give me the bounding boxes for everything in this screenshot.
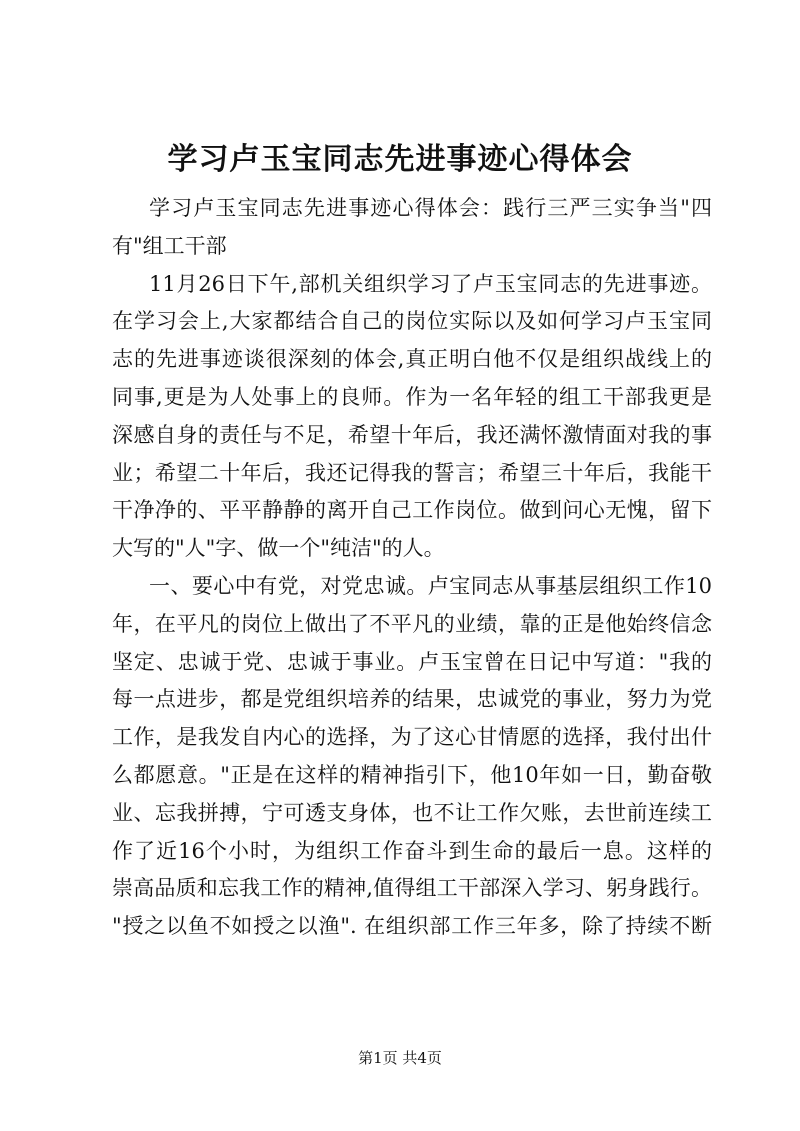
- text-line: 干净净的、平平静静的离开自己工作岗位。做到问心无愧，留下: [112, 498, 712, 523]
- text-line: 业；希望二十年后，我还记得我的誓言；希望三十年后，我能干: [112, 460, 712, 485]
- text-line: 志的先进事迹谈很深刻的体会,真正明白他不仅是组织战线上的: [112, 347, 712, 372]
- text-line: 每一点进步，都是党组织培养的结果，忠诚党的事业，努力为党: [112, 687, 712, 712]
- text-line: 么都愿意。"正是在这样的精神指引下，他10年如一日，勤奋敬: [112, 762, 712, 787]
- document-body: [112, 190, 712, 946]
- text-line: 学习卢玉宝同志先进事迹心得体会：践行三严三实争当"四: [149, 196, 712, 220]
- document-title: 学习卢玉宝同志先进事迹心得体会: [167, 142, 633, 177]
- text-line: 崇高品质和忘我工作的精神,值得组工干部深入学习、躬身践行。: [112, 876, 712, 901]
- text-line: 坚定、忠诚于党、忠诚于事业。卢玉宝曾在日记中写道："我的: [112, 649, 712, 674]
- page-footer: 第1页 共4页: [358, 1049, 442, 1067]
- text-line: 业、忘我拼搏，宁可透支身体，也不让工作欠账，去世前连续工: [112, 800, 712, 825]
- text-line: 大写的"人"字、做一个"纯洁"的人。: [112, 536, 445, 561]
- text-line: "授之以鱼不如授之以渔". 在组织部工作三年多，除了持续不断: [112, 914, 712, 939]
- paragraph-intro: [112, 266, 712, 568]
- text-line: 11月26日下午,部机关组织学习了卢玉宝同志的先进事迹。: [149, 271, 712, 296]
- text-line: 工作，是我发自内心的选择，为了这心甘情愿的选择，我付出什: [112, 725, 712, 750]
- paragraph-subtitle: [112, 190, 712, 266]
- text-line: 一、要心中有党，对党忠诚。卢宝同志从事基层组织工作10: [149, 573, 712, 598]
- text-line: 同事,更是为人处事上的良师。作为一名年轻的组工干部我更是: [112, 384, 712, 409]
- text-line: 年，在平凡的岗位上做出了不平凡的业绩，靠的正是他始终信念: [112, 611, 712, 636]
- text-line: 在学习会上,大家都结合自己的岗位实际以及如何学习卢玉宝同: [112, 309, 712, 334]
- text-line: 作了近16个小时，为组织工作奋斗到生命的最后一息。这样的: [112, 838, 712, 863]
- text-line: 有"组工干部: [112, 233, 227, 258]
- paragraph-section-one: [112, 568, 712, 946]
- text-line: 深感自身的责任与不足，希望十年后，我还满怀激情面对我的事: [112, 422, 712, 447]
